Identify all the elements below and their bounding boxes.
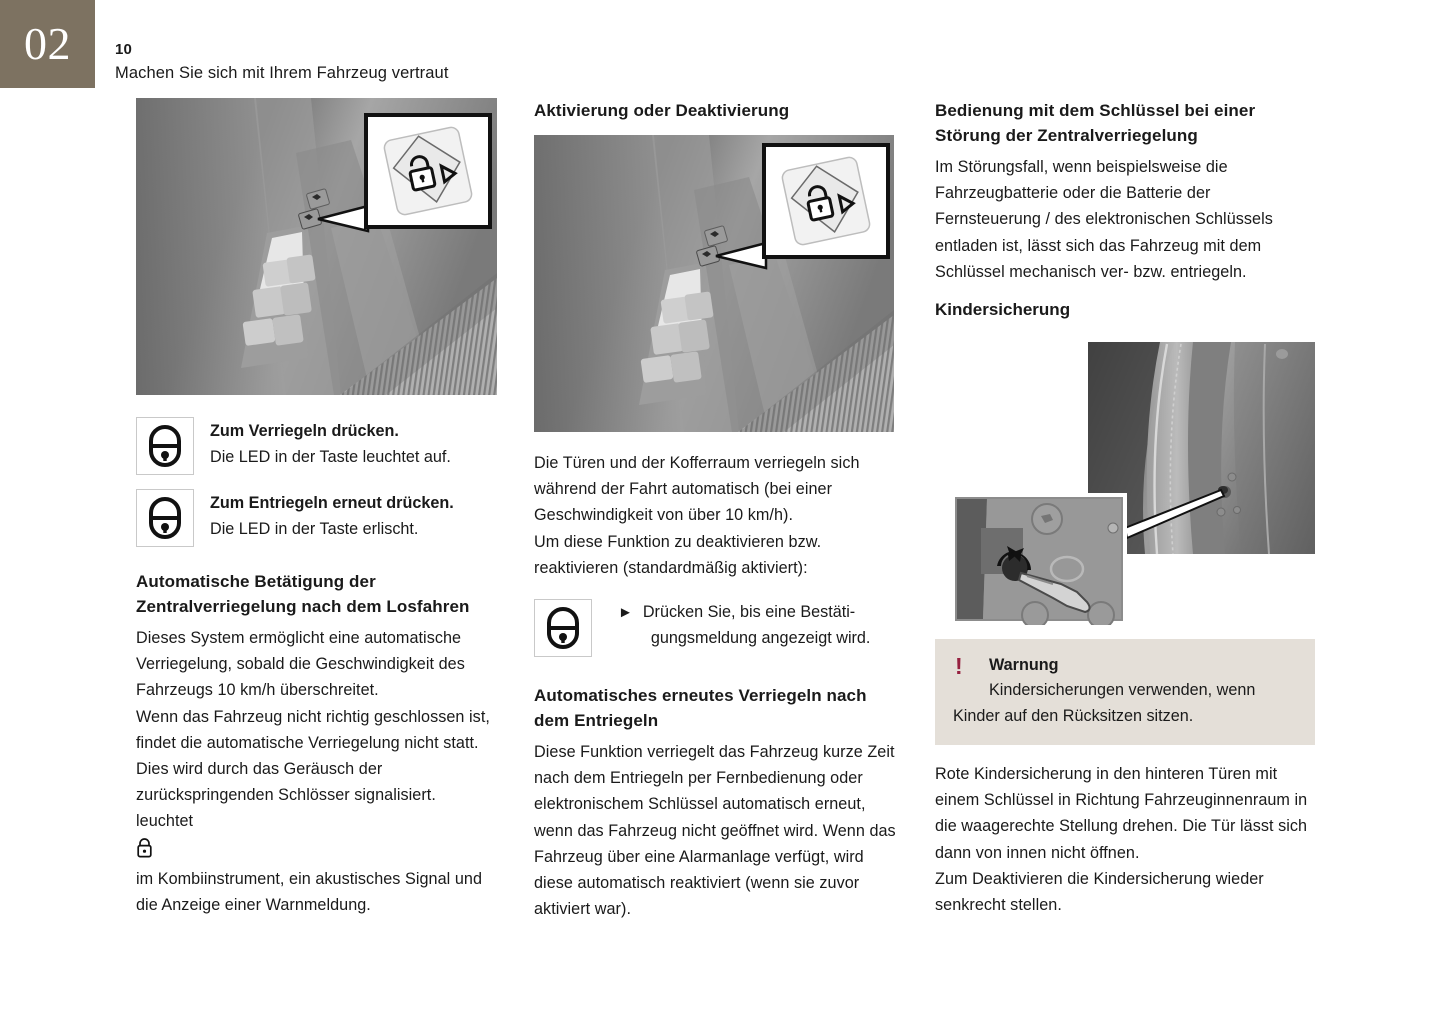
- lock-button-icon: [136, 417, 194, 475]
- lock-instruction-title: Zum Verriegeln drücken.: [210, 422, 399, 440]
- paragraph-auto-locking-3: leuchtet: [136, 812, 194, 831]
- lock-instruction-item: [136, 417, 508, 475]
- warning-title: Warnung: [989, 656, 1059, 675]
- unlock-instruction-item: [136, 489, 508, 547]
- chapter-number: 02: [24, 18, 71, 69]
- paragraph-activation-1: Die Türen und der Kofferraum verriegeln sich während der Fahrt automatisch (bei einer Geschwindigkeit von über 10 km/h).: [534, 454, 860, 525]
- paragraph-auto-locking-2: Wenn das Fahrzeug nicht richtig geschlossen ist, findet die automatische Verriegelung nicht statt. Dies wird durch das Geräusch der zurückspringenden Schlösser signalisiert.: [136, 707, 490, 805]
- arrow-bullet-icon: ►: [618, 604, 633, 622]
- section-heading-activation: Aktivierung oder Deaktivierung: [534, 101, 790, 120]
- chapter-badge: [0, 0, 95, 88]
- lock-button-icon: [534, 599, 592, 657]
- page-header: [115, 40, 449, 85]
- paragraph-relock: Diese Funktion verriegelt das Fahrzeug kurze Zeit nach dem Entriegeln per Fernbedienung oder elektronischem Schlüssel automatisch erneut, wenn das Fahrzeug nicht geöffnet wird. Wenn das Fahrzeug über eine Alarmanlage verfügt, wird diese automatisch reaktiviert (wenn sie zuvor aktiviert war).: [534, 743, 896, 919]
- paragraph-activation-2: Um diese Funktion zu deaktivieren bzw. reaktivieren (standardmäßig aktiviert):: [534, 532, 822, 577]
- section-heading-child-lock: Kindersicherung: [935, 300, 1071, 320]
- column-right: [935, 98, 1315, 918]
- door-panel-photo-2: [534, 135, 894, 432]
- section-heading-auto-locking: Automatische Betätigung der Zentralverriegelung nach dem Losfahren: [136, 572, 470, 616]
- warning-box: [935, 639, 1315, 745]
- action-step-line2: gungsmeldung angezeigt wird.: [650, 629, 871, 648]
- child-lock-photo: [935, 330, 1315, 625]
- paragraph-child-lock-2: Zum Deaktivieren die Kindersicherung wieder senkrecht stellen.: [935, 869, 1264, 915]
- unlock-instruction-desc: Die LED in der Taste erlischt.: [210, 520, 419, 538]
- paragraph-key-operation: Im Störungsfall, wenn beispielsweise die Fahrzeugbatterie oder die Batterie der Fernsteuerung / des elektronischen Schlüssels entladen ist, lässt sich das Fahrzeug mit dem Schlüssel mechanisch ver- bzw. entriegeln.: [935, 158, 1273, 281]
- unlock-instruction-title: Zum Entriegeln erneut drücken.: [210, 494, 454, 512]
- paragraph-auto-locking-1: Dieses System ermöglicht eine automatische Verriegelung, sobald die Geschwindigkeit des Fahrzeugs 10 km/h überschreitet.: [136, 629, 465, 700]
- action-step-item: [534, 599, 902, 657]
- lock-button-icon: [136, 489, 194, 547]
- door-panel-photo-1: [136, 98, 497, 395]
- warning-text-line2: Kinder auf den Rücksitzen sitzen.: [953, 707, 1194, 726]
- section-heading-key-operation: Bedienung mit dem Schlüssel bei einer Störung der Zentralverriegelung: [935, 101, 1256, 145]
- page-number: 10: [115, 41, 133, 58]
- warning-exclamation-icon: !: [955, 653, 963, 680]
- warning-text-line1: Kindersicherungen verwenden, wenn: [989, 681, 1256, 700]
- column-left: [136, 98, 508, 918]
- paragraph-auto-locking-4: im Kombiinstrument, ein akustisches Signal und die Anzeige einer Warnmeldung.: [136, 869, 482, 914]
- column-middle: [534, 98, 902, 922]
- paragraph-child-lock-1: Rote Kindersicherung in den hinteren Türen mit einem Schlüssel in Richtung Fahrzeuginnenraum in die waagerechte Stellung drehen. Die Tür lässt sich dann von innen nicht öffnen.: [935, 765, 1308, 862]
- padlock-icon: [136, 837, 508, 864]
- section-heading-relock: Automatisches erneutes Verriegeln nach dem Entriegeln: [534, 686, 867, 731]
- header-title: Machen Sie sich mit Ihrem Fahrzeug vertraut: [115, 64, 449, 82]
- action-step-line1: Drücken Sie, bis eine Bestäti-: [642, 603, 856, 622]
- lock-instruction-desc: Die LED in der Taste leuchtet auf.: [210, 448, 451, 466]
